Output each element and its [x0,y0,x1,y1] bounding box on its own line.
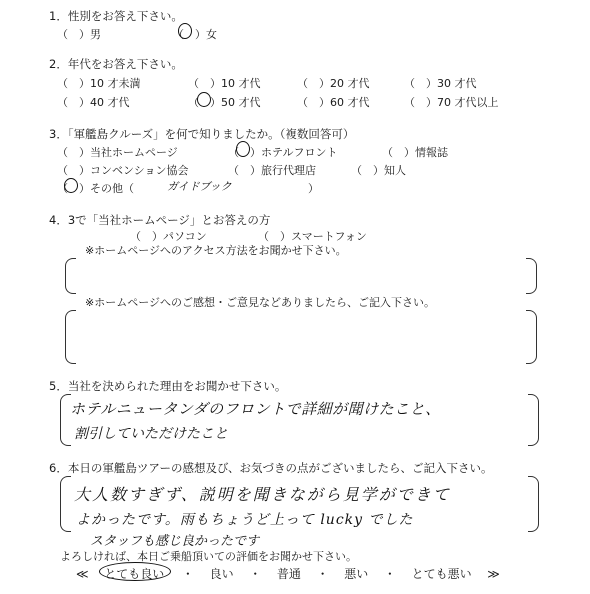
selection-circle-mark [197,92,211,107]
answer-box-right [526,258,537,294]
q3-option-acquaintance[interactable]: （ ）知人 [351,164,406,177]
q3-option-homepage[interactable]: （ ）当社ホームページ [57,146,178,159]
q6-answer-line1: 大人数すぎず、説明を聞きながら見学ができて [74,485,451,504]
q2-option-under10[interactable]: （ ）10 才未満 [57,77,141,90]
selection-circle-mark [99,562,171,581]
rating-separator: ・ [383,567,396,581]
rating-average[interactable]: 普通 [276,567,301,581]
q4-option-smartphone[interactable]: （ ）スマートフォン [258,230,367,243]
q2-option-30s[interactable]: （ ）30 才代 [404,77,477,90]
q5-answer-line1: ホテルニュータンダのフロントで詳細が聞けたこと、 [70,400,441,418]
rating-row [76,565,500,582]
rating-close-bracket: ≫ [487,567,500,581]
q3-title: 3．「軍艦島クルーズ」を何で知りましたか。（複数回答可） [49,127,355,141]
q3-option-magazine[interactable]: （ ）情報誌 [382,146,448,159]
q5-title: 5．当社を決められた理由をお聞かせ下さい。 [49,379,287,393]
q3-option-travel-agency[interactable]: （ ）旅行代理店 [228,164,316,177]
answer-box-right [528,476,539,532]
q3-option-other[interactable]: （ ）その他（ [57,182,134,195]
q5-answer-line2: 割引していただけたこと [74,426,228,442]
q2-option-60s[interactable]: （ ）60 才代 [297,96,370,109]
q6-answer-line2: よかったです。雨もちょうど上って lucky でした [76,512,414,528]
q2-title: 2．年代をお答え下さい。 [49,57,183,71]
answer-box-left [60,476,71,532]
rating-very-good-wrap[interactable] [104,565,164,582]
q3-option-convention[interactable]: （ ）コンベンション協会 [57,164,189,177]
rating-separator: ・ [316,567,329,581]
q1-option-male[interactable]: （ ）男 [57,28,101,41]
rating-very-bad[interactable]: とても悪い [411,567,472,581]
rating-good[interactable]: 良い [209,567,234,581]
q6-answer-line3: スタッフも感じ良かったです [90,534,260,549]
rating-prompt: よろしければ、本日ご乗船頂いての評価をお聞かせ下さい。 [60,550,357,563]
q4-note-access: ※ホームページへのアクセス方法をお聞かせ下さい。 [85,244,347,257]
q2-option-10s[interactable]: （ ）10 才代 [188,77,261,90]
q1-title: 1．性別をお答え下さい。 [49,9,183,23]
rating-bad[interactable]: 悪い [344,567,369,581]
q1-option-female[interactable]: （ ）女 [173,28,217,41]
q2-option-20s[interactable]: （ ）20 才代 [297,77,370,90]
q6-title: 6．本日の軍艦島ツアーの感想及び、お気づきの点がございましたら、ご記入下さい。 [49,461,493,475]
q2-option-40s[interactable]: （ ）40 才代 [57,96,130,109]
q4-option-pc[interactable]: （ ）パソコン [130,230,207,243]
rating-separator: ・ [181,567,194,581]
selection-circle-mark [178,23,192,39]
selection-circle-mark [236,141,250,157]
answer-box-right [528,394,539,446]
answer-box-right [526,310,537,364]
rating-very-good[interactable]: とても良い [104,567,165,581]
q3-other-close-paren: ） [308,182,319,195]
answer-box-left [65,310,76,364]
selection-circle-mark [64,178,78,193]
q2-option-70plus[interactable]: （ ）70 才代以上 [404,96,499,109]
q4-note-impression: ※ホームページへのご感想・ご意見などありましたら、ご記入下さい。 [85,296,435,309]
q3-other-handwritten: ガイドブック [167,180,232,193]
rating-open-bracket: ≪ [76,567,89,581]
answer-box-left [65,258,76,294]
rating-separator: ・ [249,567,262,581]
q4-title: 4．3で「当社ホームページ」とお答えの方 [49,213,271,227]
q2-option-50s[interactable]: （ ）50 才代 [188,96,261,109]
q3-option-hotel-front[interactable]: （ ）ホテルフロント [228,146,338,159]
